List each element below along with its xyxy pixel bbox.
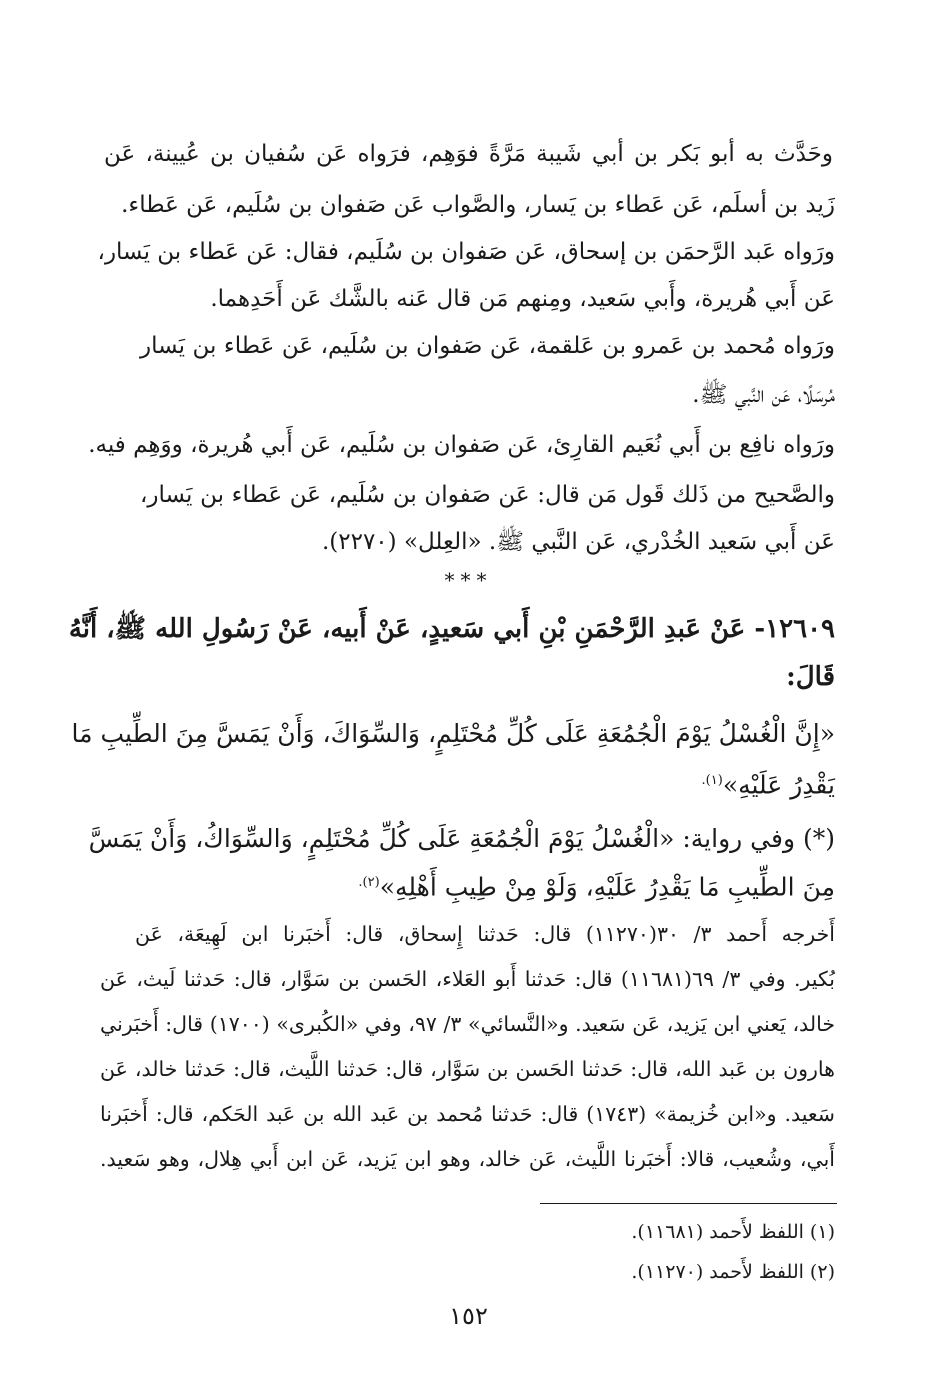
section-separator: ***	[444, 568, 493, 592]
hadith-heading: قَالَ:	[786, 662, 835, 692]
text-line: مُرسَلًا، عَن النَّبي ﷺ.	[692, 382, 835, 408]
text-line: ورَواه عَبد الرَّحمَن بن إسحاق، عَن صَفوان بن سُلَيم، فقال: عَن عَطاء بن يَسار،	[97, 239, 835, 265]
text-line: ورَواه نافِع بن أَبي نُعَيم القارِئ، عَن صَفوان بن سُلَيم، عَن أَبي هُريرة، ووَهِم فيه.	[88, 432, 835, 458]
hadith-text	[100, 764, 835, 802]
takhrij-line: أَخرجه أَحمد ٣/ ٣٠(١١٢٧٠) قال: حَدثنا إِسحاق، قال: أَخبَرنا ابن لَهِيعَة، عَن	[135, 922, 835, 946]
footnote: (١) اللفظ لأَحمد (١١٦٨١).	[631, 1221, 835, 1243]
takhrij-line: بُكير. وفي ٣/ ٦٩(١١٦٨١) قال: حَدثنا أَبو العَلاء، الحَسن بن سَوَّار، قال: حَدثنا لَيث، عَن	[100, 967, 835, 991]
takhrij-line: أَبي، وشُعيب، قالا: أَخبَرنا اللَّيث، عَن خالد، وهو ابن يَزيد، عَن ابن أَبي هِلال، وهو سَعيد.	[100, 1147, 835, 1171]
hadith-text-span: يَقْدِرُ عَلَيْهِ»	[722, 770, 835, 800]
text-line: زَيد بن أسلَم، عَن عَطاء بن يَسار، والصَّواب عَن صَفوان بن سُلَيم، عَن عَطاء.	[121, 192, 835, 218]
hadith-text: «إِنَّ الْغُسْلُ يَوْمَ الْجُمُعَةِ عَلَى كُلِّ مُحْتَلِمٍ، وَالسِّوَاكَ، وَأَنْ يَمَسَّ مِنَ الطِّيبِ مَا	[71, 719, 835, 748]
text-line: والصَّحيح من ذَلك قَول مَن قال: عَن صَفوان بن سُلَيم، عَن عَطاء بن يَسار،	[140, 482, 835, 508]
hadith-heading: ١٢٦٠٩- عَنْ عَبدِ الرَّحْمَنِ بْنِ أَبي سَعيدٍ، عَنْ أَبيه، عَنْ رَسُولِ الله ﷺ، أَنَّهُ	[68, 614, 835, 644]
hadith-variant-span: مِنَ الطِّيبِ مَا يَقْدِرُ عَلَيْهِ، وَلَوْ مِنْ طِيبِ أَهْلِهِ»	[379, 872, 835, 902]
hadith-variant: (*) وفي رواية: «الْغُسْلُ يَوْمَ الْجُمُعَةِ عَلَى كُلِّ مُحْتَلِمٍ، وَالسِّوَاكُ، وَأَنْ يَمَسَّ	[88, 824, 835, 853]
text-line: وحَدَّث به أبو بَكر بن أبي شَيبة مَرَّةً فوَهِم، فرَواه عَن سُفيان بن عُيينة، عَن	[104, 141, 833, 167]
footnote-rule	[540, 1203, 837, 1204]
takhrij-line: خالد، يَعني ابن يَزيد، عَن سَعيد. و«النَّسائي» ٣/ ٩٧، وفي «الكُبرى» (١٧٠٠) قال: أَخبَرني	[100, 1012, 835, 1036]
takhrij-line: هارون بن عَبد الله، قال: حَدثنا الحَسن بن سَوَّار، قال: حَدثنا اللَّيث، قال: حَدثنا خالد، عَن	[100, 1057, 835, 1081]
text-line: ورَواه مُحمد بن عَمرو بن عَلقمة، عَن صَفوان بن سُلَيم، عَن عَطاء بن يَسار	[140, 333, 835, 359]
text-line: عَن أَبي هُريرة، وأَبي سَعيد، ومِنهم مَن قال عَنه بالشَّك عَن أَحَدِهما.	[210, 286, 835, 312]
hadith-variant	[100, 866, 835, 904]
takhrij-line: سَعيد. و«ابن خُزيمة» (١٧٤٣) قال: حَدثنا مُحمد بن عَبد الله بن عَبد الحَكم، قال: أَخبَرنا	[100, 1102, 835, 1126]
footnote: (٢) اللفظ لأَحمد (١١٢٧٠).	[631, 1261, 835, 1283]
footnote-marker: (١).	[701, 773, 723, 788]
page-number: ١٥٢	[449, 1302, 488, 1330]
text-line: عَن أَبي سَعيد الخُدْري، عَن النَّبي ﷺ. «العِلل» (٢٢٧٠).	[321, 529, 835, 555]
footnote-marker: (٢).	[358, 875, 380, 890]
